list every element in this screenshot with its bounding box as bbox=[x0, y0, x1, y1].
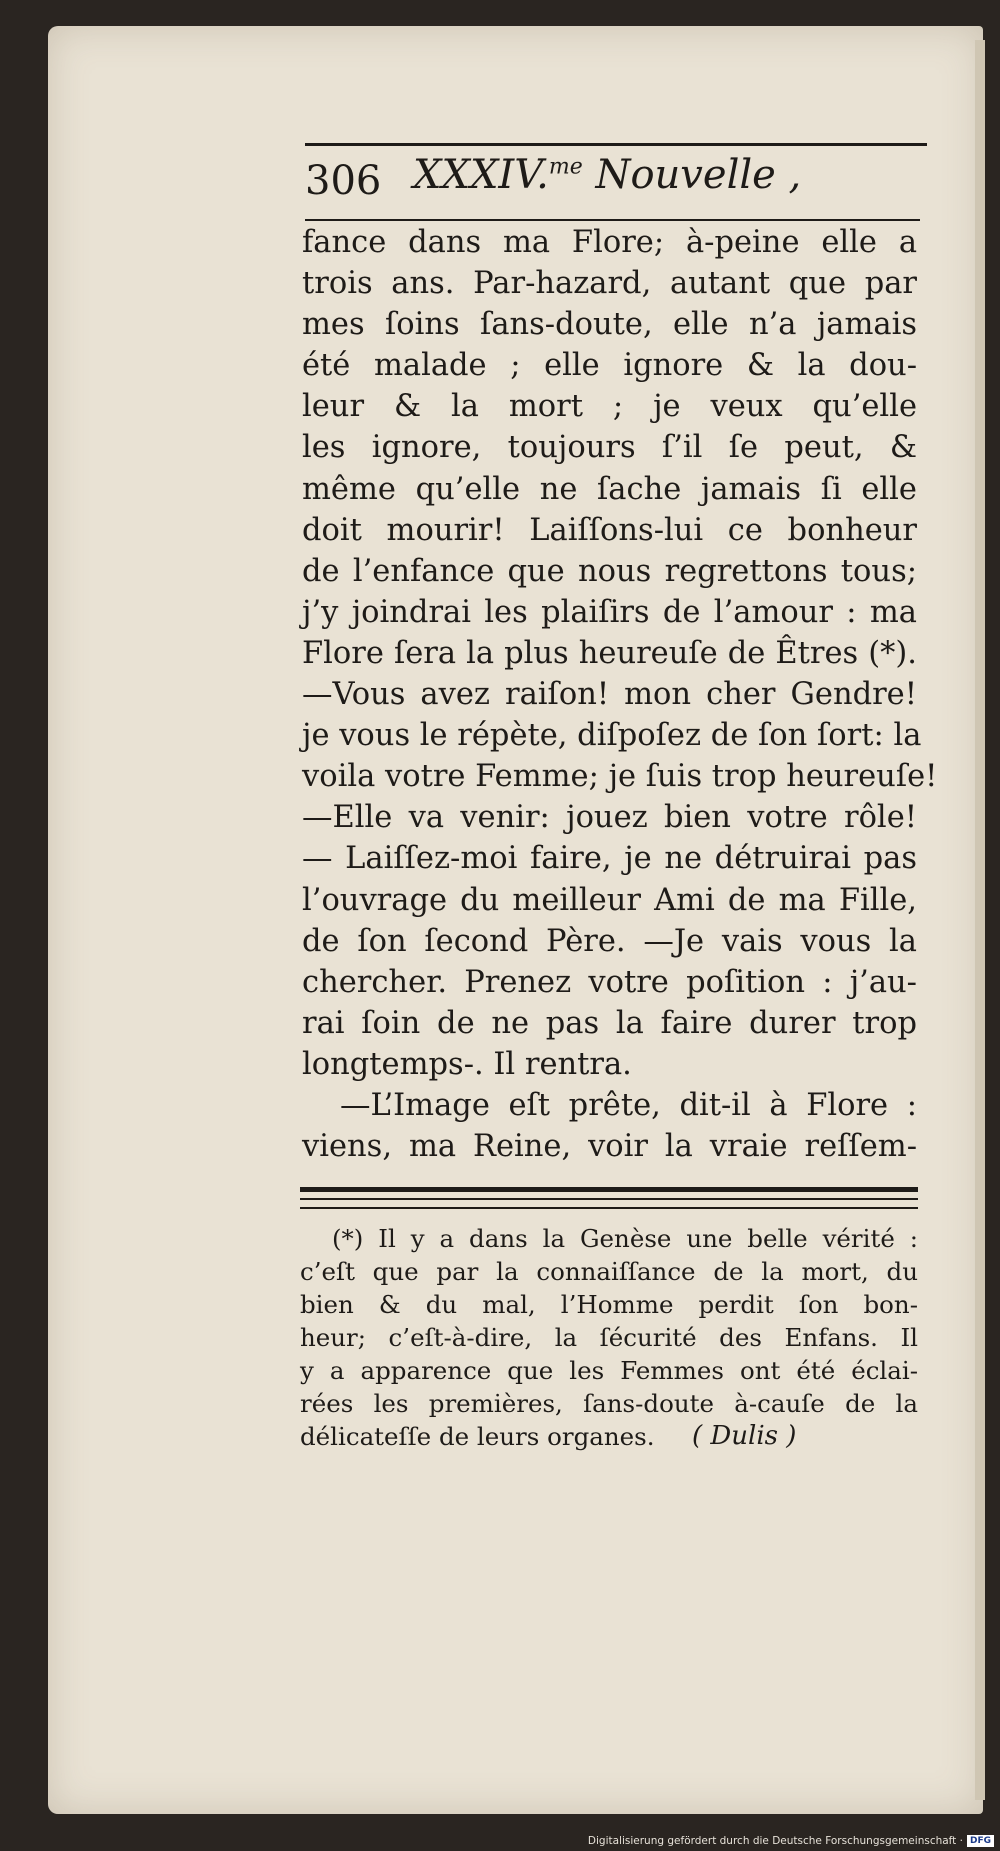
body-text-line: Flore ſera la plus heureuſe de Êtres (*). bbox=[302, 635, 917, 671]
body-text-line: de ſon ſecond Père. —Je vais vous la bbox=[302, 923, 917, 959]
running-title-superscript: me bbox=[548, 154, 583, 180]
body-text-line: —Vous avez raiſon! mon cher Gendre! bbox=[302, 677, 917, 713]
body-text-line: doit mourir! Laiſſons-lui ce bonheur bbox=[302, 512, 917, 548]
body-text-line: voila votre Femme; je ſuis trop heureuſe! bbox=[302, 759, 938, 795]
dfg-logo: DFG bbox=[967, 1835, 994, 1847]
footnote bbox=[300, 1222, 918, 1453]
footnote-line: c’eſt que par la connaiſſance de la mort, du bbox=[300, 1257, 918, 1286]
body-text-line: même qu’elle ne ſache jamais ſi elle bbox=[302, 471, 917, 507]
body-text-line: viens, ma Reine, voir la vraie reſſem- bbox=[302, 1129, 917, 1165]
body-text-line: chercher. Prenez votre poſition : j’au- bbox=[302, 964, 917, 1000]
running-header bbox=[305, 152, 925, 218]
body-text bbox=[302, 222, 938, 1167]
body-text-line: les ignore, toujours ſ’il ſe peut, & bbox=[302, 430, 917, 466]
body-text-line: j’y joindrai les plaiſirs de l’amour : ma bbox=[302, 594, 917, 630]
body-text-line: — Laiſſez-moi faire, je ne détruirai pas bbox=[302, 841, 917, 877]
digitization-credit: Digitalisierung gefördert durch die Deutsche Forschungsgemeinschaft · DFG bbox=[588, 1835, 994, 1847]
body-text-line: de l’enfance que nous regrettons tous; bbox=[302, 553, 917, 589]
footnote-line: (*) Il y a dans la Genèse une belle vérité : bbox=[332, 1224, 918, 1253]
body-text-line: mes ſoins ſans-doute, elle n’a jamais bbox=[302, 307, 917, 343]
body-text-line: leur & la mort ; je veux qu’elle bbox=[302, 389, 917, 425]
body-text-line: trois ans. Par-hazard, autant que par bbox=[302, 266, 917, 302]
footnote-separator-rule-lower bbox=[300, 1207, 918, 1209]
footnote-line: y a apparence que les Femmes ont été éclai- bbox=[300, 1356, 918, 1385]
body-text-line: été malade ; elle ignore & la dou- bbox=[302, 348, 917, 384]
header-top-rule bbox=[305, 143, 927, 146]
footnote-line: rées les premières, ſans-doute à-cauſe de la bbox=[300, 1389, 918, 1418]
body-text-line: longtemps-. Il rentra. bbox=[302, 1046, 632, 1082]
body-text-line: je vous le répète, diſpoſez de ſon ſort: la bbox=[302, 718, 922, 754]
footnote-separator-rule-thin bbox=[300, 1198, 918, 1200]
running-title: XXXIV.$^{me}$ Nouvelle , bbox=[413, 152, 802, 198]
footnote-line: heur; c’eſt-à-dire, la ſécurité des Enfans. Il bbox=[300, 1323, 918, 1352]
body-text-line: —L’Image eſt prête, dit-il à Flore : bbox=[340, 1087, 917, 1123]
body-text-line: —Elle va venir: jouez bien votre rôle! bbox=[302, 800, 917, 836]
footnote-line: délicateſſe de leurs organes. bbox=[300, 1422, 655, 1451]
page-number: 306 bbox=[305, 158, 382, 204]
body-text-line: rai ſoin de ne pas la faire durer trop bbox=[302, 1005, 917, 1041]
body-text-line: fance dans ma Flore; à-peine elle a bbox=[302, 225, 917, 260]
footnote-separator-rule-thick bbox=[300, 1187, 918, 1192]
header-bottom-rule bbox=[305, 219, 920, 221]
footnote-line: bien & du mal, l’Homme perdit ſon bon- bbox=[300, 1290, 918, 1319]
footnote-attribution: ( Dulis ) bbox=[692, 1421, 797, 1451]
body-text-line: l’ouvrage du meilleur Ami de ma Fille, bbox=[302, 882, 917, 918]
page-edge bbox=[975, 40, 985, 1800]
